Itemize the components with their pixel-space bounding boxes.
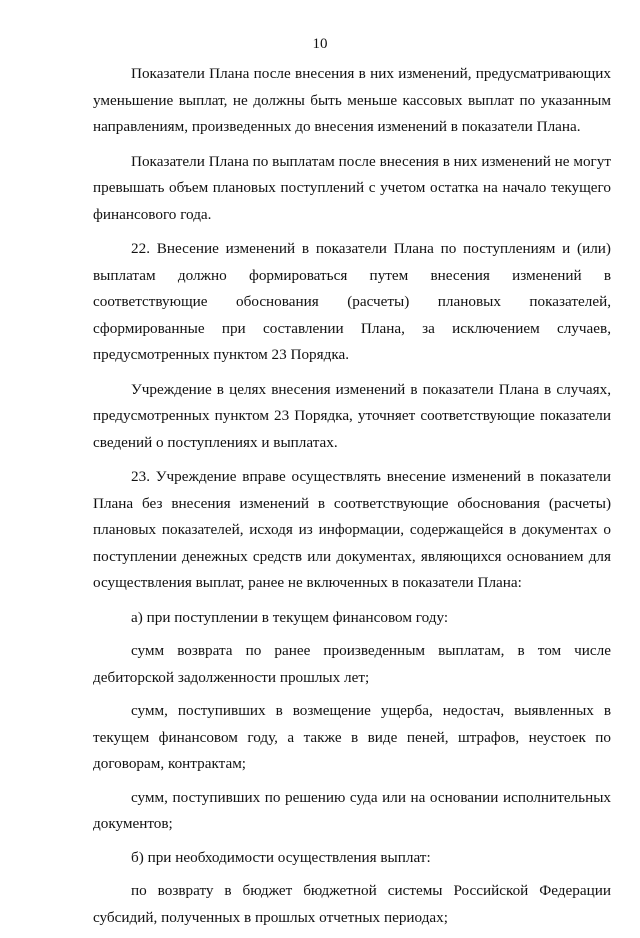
paragraph-court-sums: сумм, поступивших по решению суда или на основании исполнительных документов; bbox=[93, 788, 611, 832]
paragraph-subsidy-return: по возврату в бюджет бюджетной системы Российской Федерации субсидий, полученных в прошлых отчетных периодах; bbox=[93, 882, 611, 926]
paragraph-clarification: Учреждение в целях внесения изменений в показатели Плана в случаях, предусмотренных пунктом 23 Порядка, уточняет соответствующие показатели сведений о поступлениях и выплатах. bbox=[93, 380, 611, 451]
paragraph-damage-sums: сумм, поступивших в возмещение ущерба, недостач, выявленных в текущем финансовом году, а также в виде пеней, штрафов, неустоек по договорам, контрактам; bbox=[93, 702, 611, 772]
paragraph-refund-sums: сумм возврата по ранее произведенным выплатам, в том числе дебиторской задолженности прошлых лет; bbox=[93, 642, 611, 686]
page-number: 10 bbox=[312, 36, 328, 52]
paragraph-item-23: 23. Учреждение вправе осуществлять внесение изменений в показатели Плана без внесения изменений в соответствующие обоснования (расчеты) плановых показателей, исходя из информации, содержащейся в документах о поступлении денежных средств или документах, являющихся основанием для осуществления выплат, ранее не включенных в показатели Плана: bbox=[93, 468, 611, 591]
paragraph-item-22: 22. Внесение изменений в показатели Плана по поступлениям и (или) выплатам должно формироваться путем внесения изменений в соответствующие обоснования (расчеты) плановых показателей, сформированные при составлении Плана, за исключением случаев, предусмотренных пунктом 23 Порядка. bbox=[93, 240, 611, 363]
paragraph-subitem-b: б) при необходимости осуществления выплат: bbox=[131, 848, 431, 866]
paragraph-plan-limit: Показатели Плана по выплатам после внесения в них изменений не могут превышать объем плановых поступлений с учетом остатка на начало текущего финансового года. bbox=[93, 152, 611, 223]
paragraph-plan-decrease: Показатели Плана после внесения в них изменений, предусматривающих уменьшение выплат, не должны быть меньше кассовых выплат по указанным направлениям, произведенных до внесения изменений в показатели Плана. bbox=[93, 65, 611, 135]
paragraph-subitem-a: а) при поступлении в текущем финансовом году: bbox=[131, 608, 449, 626]
document-body bbox=[93, 61, 611, 938]
